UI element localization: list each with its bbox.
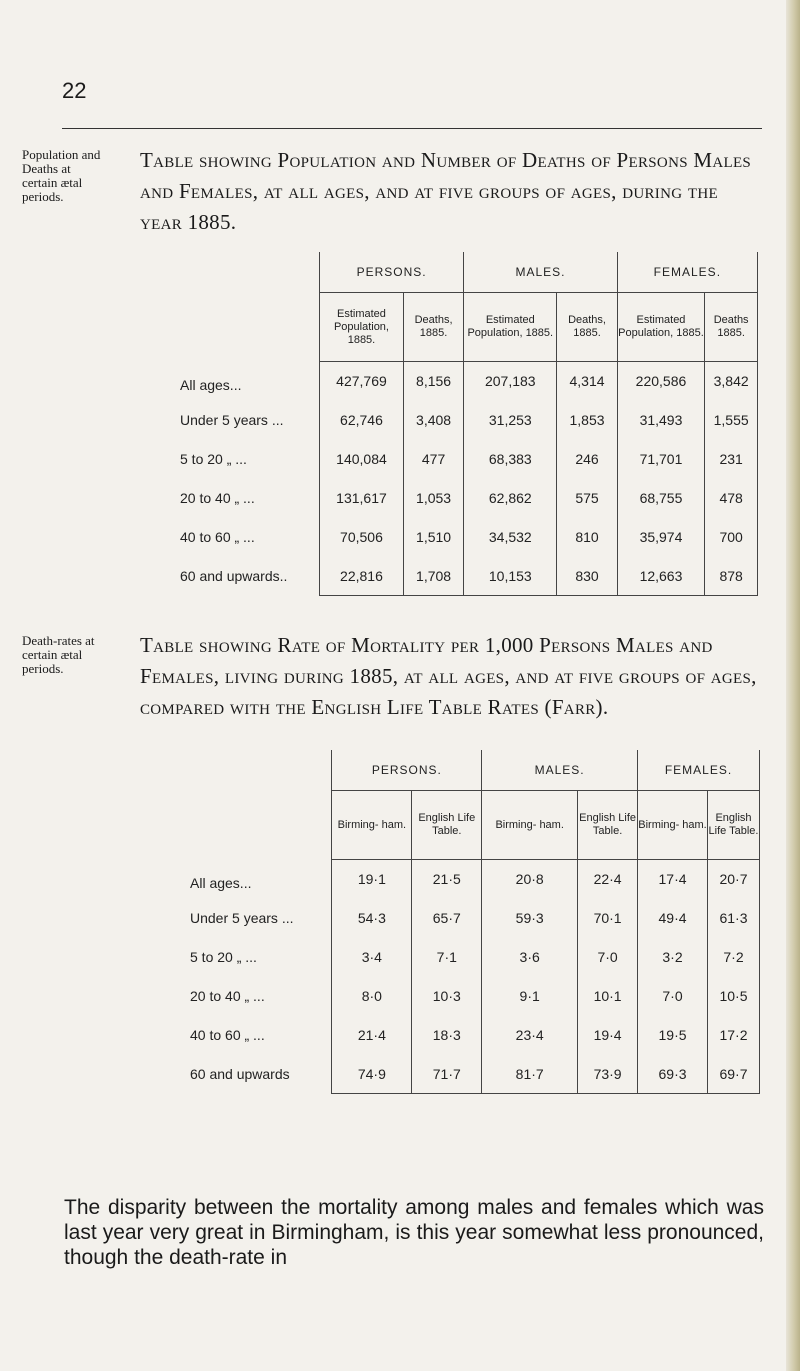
subheader-females-deaths: Deaths 1885. (705, 293, 758, 362)
table-cell: 73·9 (578, 1055, 638, 1094)
subheader-males-birmingham: Birming- ham. (482, 791, 578, 860)
table-cell: 12,663 (617, 557, 705, 596)
stub-corner (182, 750, 332, 860)
table-cell: 7·1 (412, 938, 482, 977)
table-row (182, 1055, 760, 1094)
table-cell: 34,532 (464, 518, 557, 557)
group-header-males: MALES. (482, 750, 638, 791)
table-cell: 575 (557, 479, 617, 518)
subheader-males-life-table: English Life Table. (578, 791, 638, 860)
table-cell: 8,156 (403, 362, 463, 401)
table-cell: 17·2 (707, 1016, 759, 1055)
table-cell: 1,053 (403, 479, 463, 518)
subheader-persons-birmingham: Birming- ham. (332, 791, 412, 860)
page-edge-shadow (786, 0, 800, 1371)
subheader-persons-deaths: Deaths, 1885. (403, 293, 463, 362)
table-cell: 21·5 (412, 860, 482, 899)
row-label: All ages... (180, 377, 242, 393)
row-label: 20 to 40 „ ... (190, 988, 265, 1004)
table-cell: 70,506 (320, 518, 404, 557)
subheader-males-population: Estimated Population, 1885. (464, 293, 557, 362)
table2-body (182, 860, 760, 1094)
page-number: 22 (62, 78, 87, 103)
table-cell: 68,755 (617, 479, 705, 518)
table1-heading (140, 145, 764, 238)
table-cell: 68,383 (464, 440, 557, 479)
row-label: 20 to 40 „ ... (180, 490, 255, 506)
row-label: 60 and upwards (190, 1066, 290, 1082)
table-row (172, 557, 758, 596)
table-cell: 830 (557, 557, 617, 596)
group-header-females: FEMALES. (638, 750, 760, 791)
row-label: 5 to 20 „ ... (180, 451, 247, 467)
table-row (172, 401, 758, 440)
table-cell: 23·4 (482, 1016, 578, 1055)
table-cell: 810 (557, 518, 617, 557)
table-cell: 10·5 (707, 977, 759, 1016)
table-cell: 220,586 (617, 362, 705, 401)
subheader-females-life-table: English Life Table. (707, 791, 759, 860)
table-cell: 10,153 (464, 557, 557, 596)
table-cell: 59·3 (482, 899, 578, 938)
table-row (172, 362, 758, 401)
table-cell: 3,842 (705, 362, 758, 401)
table-row (172, 440, 758, 479)
subheader-persons-population: Estimated Population, 1885. (320, 293, 404, 362)
table-cell: 3·2 (638, 938, 708, 977)
table-cell: 61·3 (707, 899, 759, 938)
subheader-females-population: Estimated Population, 1885. (617, 293, 705, 362)
table-cell: 1,708 (403, 557, 463, 596)
table-cell: 49·4 (638, 899, 708, 938)
table-cell: 22·4 (578, 860, 638, 899)
table-cell: 878 (705, 557, 758, 596)
table-cell: 74·9 (332, 1055, 412, 1094)
table-cell: 7·2 (707, 938, 759, 977)
table-row (182, 977, 760, 1016)
table-cell: 22,816 (320, 557, 404, 596)
margin-note-death-rates: Death-rates at certain ætal periods. (22, 633, 95, 676)
row-label: 40 to 60 „ ... (190, 1027, 265, 1043)
subheader-persons-life-table: English Life Table. (412, 791, 482, 860)
table1-body (172, 362, 758, 596)
subheader-males-deaths: Deaths, 1885. (557, 293, 617, 362)
table-cell: 70·1 (578, 899, 638, 938)
table-cell: 140,084 (320, 440, 404, 479)
table-cell: 10·1 (578, 977, 638, 1016)
table-cell: 69·7 (707, 1055, 759, 1094)
row-label: Under 5 years ... (190, 910, 294, 926)
table-cell: 478 (705, 479, 758, 518)
table-cell: 207,183 (464, 362, 557, 401)
body-paragraph: The disparity between the mortality among males and females which was last year very great in Birmingham, is this year somewhat less pronounced, though the death-rate in (64, 1196, 764, 1269)
table-cell: 81·7 (482, 1055, 578, 1094)
table-cell: 3·6 (482, 938, 578, 977)
table-cell: 477 (403, 440, 463, 479)
table-cell: 1,555 (705, 401, 758, 440)
table-cell: 54·3 (332, 899, 412, 938)
mortality-rate-table (182, 750, 760, 1094)
header-rule (62, 128, 762, 129)
table-cell: 7·0 (578, 938, 638, 977)
stub-corner (172, 252, 320, 362)
row-label: Under 5 years ... (180, 412, 284, 428)
table-row (172, 479, 758, 518)
table1-heading-text: Table showing Population and Number of Deaths of Persons Males and Females, at all ages, and at five groups of ages, during the year 1885. (140, 148, 752, 234)
row-label: 60 and upwards.. (180, 568, 288, 584)
table-cell: 131,617 (320, 479, 404, 518)
table-cell: 18·3 (412, 1016, 482, 1055)
table-cell: 427,769 (320, 362, 404, 401)
table-cell: 17·4 (638, 860, 708, 899)
table-cell: 3·4 (332, 938, 412, 977)
row-label: 5 to 20 „ ... (190, 949, 257, 965)
table-cell: 246 (557, 440, 617, 479)
table-cell: 62,862 (464, 479, 557, 518)
table-cell: 8·0 (332, 977, 412, 1016)
table-row (182, 1016, 760, 1055)
table-cell: 19·4 (578, 1016, 638, 1055)
group-header-females: FEMALES. (617, 252, 757, 293)
table-row (182, 938, 760, 977)
margin-note-population: Population and Deaths at certain ætal periods. (22, 147, 101, 204)
table-cell: 231 (705, 440, 758, 479)
group-header-persons: PERSONS. (320, 252, 464, 293)
table-cell: 20·8 (482, 860, 578, 899)
table-cell: 71,701 (617, 440, 705, 479)
table-cell: 35,974 (617, 518, 705, 557)
group-header-persons: PERSONS. (332, 750, 482, 791)
table-cell: 62,746 (320, 401, 404, 440)
row-label: 40 to 60 „ ... (180, 529, 255, 545)
population-deaths-table (172, 252, 758, 596)
table-cell: 4,314 (557, 362, 617, 401)
group-header-males: MALES. (464, 252, 617, 293)
table2-heading (140, 630, 764, 723)
table-cell: 71·7 (412, 1055, 482, 1094)
table2-heading-text: Table showing Rate of Mortality per 1,000 Persons Males and Females, living during 1885, at all ages, and at five groups of ages, compared with the English Life Table Rates (Farr). (140, 633, 757, 719)
subheader-females-birmingham: Birming- ham. (638, 791, 708, 860)
table-cell: 9·1 (482, 977, 578, 1016)
table-cell: 19·5 (638, 1016, 708, 1055)
table-cell: 10·3 (412, 977, 482, 1016)
table-cell: 3,408 (403, 401, 463, 440)
table-cell: 21·4 (332, 1016, 412, 1055)
row-label: All ages... (190, 875, 252, 891)
table-row (182, 899, 760, 938)
table-cell: 1,510 (403, 518, 463, 557)
table-cell: 7·0 (638, 977, 708, 1016)
table-cell: 65·7 (412, 899, 482, 938)
table-row (172, 518, 758, 557)
table-cell: 20·7 (707, 860, 759, 899)
table-cell: 69·3 (638, 1055, 708, 1094)
table-cell: 700 (705, 518, 758, 557)
table-cell: 31,493 (617, 401, 705, 440)
table-cell: 31,253 (464, 401, 557, 440)
table-cell: 1,853 (557, 401, 617, 440)
table-cell: 19·1 (332, 860, 412, 899)
table-row (182, 860, 760, 899)
